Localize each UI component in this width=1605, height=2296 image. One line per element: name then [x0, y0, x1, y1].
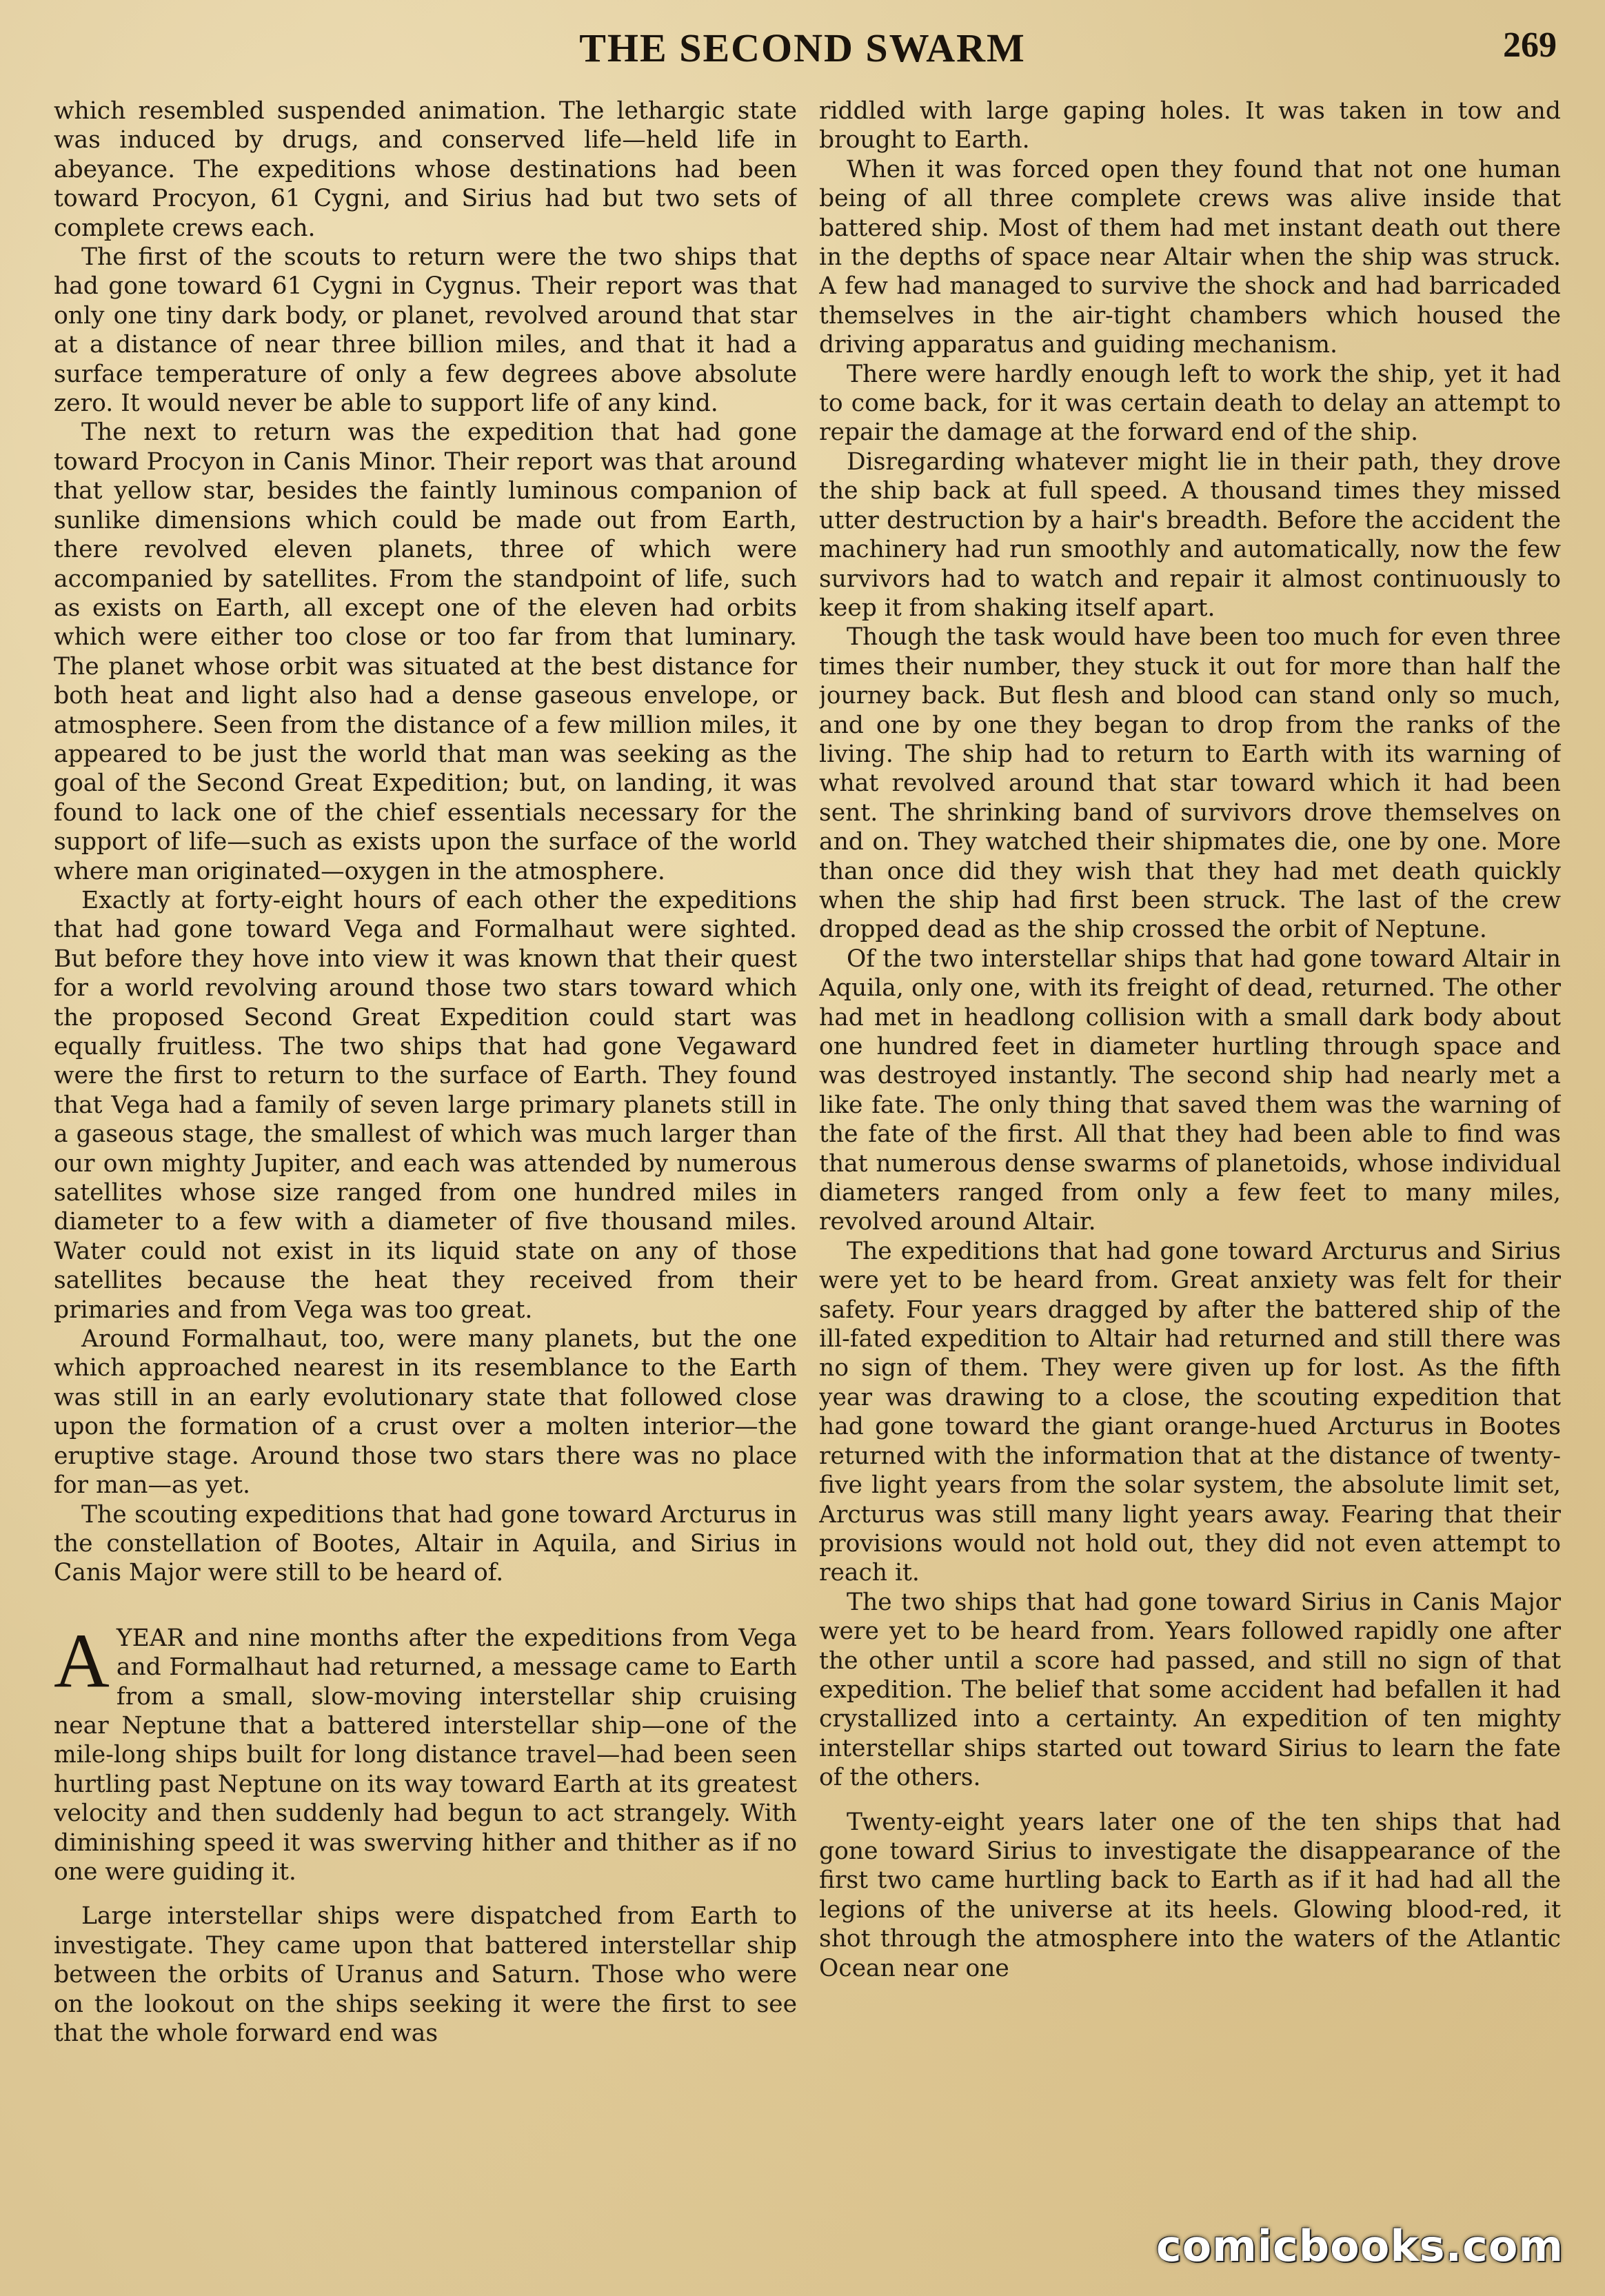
- page-number: 269: [1503, 26, 1557, 65]
- paragraph: The first of the scouts to return were the two ships that had gone toward 61 Cygni in Cygnus. Their report was that only one tiny dark body, or planet, revolved around that star at a distance of near three billion miles, and that it had a surface temperature of only a few degrees above absolute zero. It would never be able to support life of any kind.: [54, 243, 797, 418]
- drop-cap: A: [54, 1618, 110, 1704]
- paragraph: The two ships that had gone toward Sirius in Canis Major were yet to be heard from. Years followed rapidly one after the other until a score had passed, and still no sign of that expedition. The belief that some accident had befallen it had crystallized into a certainty. An expedition of ten mighty interstellar ships started out toward Sirius to learn the fate of the others.: [819, 1588, 1561, 1792]
- paragraph: Disregarding whatever might lie in their path, they drove the ship back at full speed. A thousand times they missed utter destruction by a hair's breadth. Before the accident the machinery had run smoothly and automatically, now the few survivors had to watch and repair it almost continuously to keep it from shaking itself apart.: [819, 447, 1561, 622]
- page-header: [0, 19, 1605, 81]
- section-break: [54, 1588, 797, 1624]
- paragraph: Though the task would have been too much for even three times their number, they stuck it out for more than half the journey back. But flesh and blood can stand only so much, and one by one they began to drop from the ranks of the living. The ship had to return to Earth with its warning of what revolved around that star toward which it had been sent. The shrinking band of survivors drove themselves on and on. They watched their shipmates die, one by one. More than once did they wish that they had met death quickly when the ship had first been struck. The last of the crew dropped dead as the ship crossed the orbit of Neptune.: [819, 623, 1561, 944]
- paragraph: The scouting expeditions that had gone toward Arcturus in the constellation of Bootes, Altair in Aquila, and Sirius in Canis Major were still to be heard of.: [54, 1500, 797, 1587]
- paragraph: Around Formalhaut, too, were many planets, but the one which approached nearest in its resemblance to the Earth was still in an early evolutionary state that followed close upon the formation of a crust over a molten interior—the eruptive stage. Around those two stars there was no place for man—as yet.: [54, 1325, 797, 1500]
- paragraph: Exactly at forty-eight hours of each other the expeditions that had gone toward Vega and Formalhaut were sighted. But before they hove into view it was known that their quest for a world revolving around those two stars toward which the proposed Second Great Expedition could start was equally fruitless. The two ships that had gone Vegaward were the first to return to the surface of Earth. They found that Vega had a family of seven large primary planets still in a gaseous stage, the smallest of which was much larger than our own mighty Jupiter, and each was attended by numerous satellites whose size ranged from one hundred miles in diameter to a few with a diameter of five thousand miles. Water could not exist in its liquid state on any of those satellites because the heat they received from their primaries and from Vega was too great.: [54, 886, 797, 1324]
- left-column: [54, 97, 797, 2206]
- paragraph-drop-cap: [54, 1618, 797, 1887]
- paragraph: Twenty-eight years later one of the ten ships that had gone toward Sirius to investigate the disappearance of the first two came hurtling back to Earth as if it had had all the legions of the universe at its heels. Glowing blood-red, it shot through the atmosphere into the waters of the Atlantic Ocean near one: [819, 1808, 1561, 1982]
- paragraph: Large interstellar ships were dispatched from Earth to investigate. They came upon that battered interstellar ship between the orbits of Uranus and Saturn. Those who were on the lookout on the ships seeking it were the first to see that the whole forward end was: [54, 1902, 797, 2047]
- right-column: [819, 97, 1561, 2206]
- paragraph: Of the two interstellar ships that had gone toward Altair in Aquila, only one, with its freight of dead, returned. The other had met in headlong collision with a small dark body about one hundred feet in diameter hurtling through space and was destroyed instantly. The second ship had nearly met a like fate. The only thing that saved them was the warning of the fate of the first. All that they had been able to find was that numerous dense swarms of planetoids, whose individual diameters ranged from only a few feet to many miles, revolved around Altair.: [819, 945, 1561, 1236]
- paragraph: When it was forced open they found that not one human being of all three complete crews was alive inside that battered ship. Most of them had met instant death out there in the depths of space near Altair when the ship was struck. A few had managed to survive the shock and had barricaded themselves in the air-tight chambers which housed the driving apparatus and guiding mechanism.: [819, 155, 1561, 359]
- paragraph: There were hardly enough left to work the ship, yet it had to come back, for it was certain death to delay an attempt to repair the damage at the forward end of the ship.: [819, 360, 1561, 447]
- paragraph: which resembled suspended animation. The lethargic state was induced by drugs, and conserved life—held life in abeyance. The expeditions whose destinations had been toward Procyon, 61 Cygni, and Sirius had but two sets of complete crews each.: [54, 97, 797, 242]
- paragraph: The next to return was the expedition that had gone toward Procyon in Canis Minor. Their report was that around that yellow star, besides the faintly luminous companion of sunlike dimensions which could be made out from Earth, there revolved eleven planets, three of which were accompanied by satellites. From the standpoint of life, such as exists on Earth, all except one of the eleven had orbits which were either too close or too far from that luminary. The planet whose orbit was situated at the best distance for both heat and light also had a dense gaseous envelope, or atmosphere. Seen from the distance of a few million miles, it appeared to be just the world that man was seeking as the goal of the Second Great Expedition; but, on landing, it was found to lack one of the chief essentials necessary for the support of life—such as exists upon the surface of the world where man originated—oxygen in the atmosphere.: [54, 419, 797, 885]
- watermark: comicbooks.com: [1155, 2221, 1564, 2271]
- running-title: THE SECOND SWARM: [579, 26, 1026, 70]
- paragraph-text: YEAR and nine months after the expeditions from Vega and Formalhaut had returned, a message came to Earth from a small, slow-moving interstellar ship cruising near Neptune that a battered interstellar ship—one of the mile-long ships built for long distance travel—had been seen hurtling past Neptune on its way toward Earth at its greatest velocity and then suddenly had begun to act strangely. With diminishing speed it was swerving hither and thither as if no one were guiding it.: [54, 1624, 797, 1886]
- paragraph: The expeditions that had gone toward Arcturus and Sirius were yet to be heard from. Great anxiety was felt for their safety. Four years dragged by after the battered ship of the ill-fated expedition to Altair had returned and still there was no sign of them. They were given up for lost. As the fifth year was drawing to a close, the scouting expedition that had gone toward the giant orange-hued Arcturus in Bootes returned with the information that at the distance of twenty-five light years from the solar system, the absolute limit set, Arcturus was still many light years away. Fearing that their provisions would not hold out, they did not even attempt to reach it.: [819, 1237, 1561, 1587]
- paragraph: riddled with large gaping holes. It was taken in tow and brought to Earth.: [819, 97, 1561, 154]
